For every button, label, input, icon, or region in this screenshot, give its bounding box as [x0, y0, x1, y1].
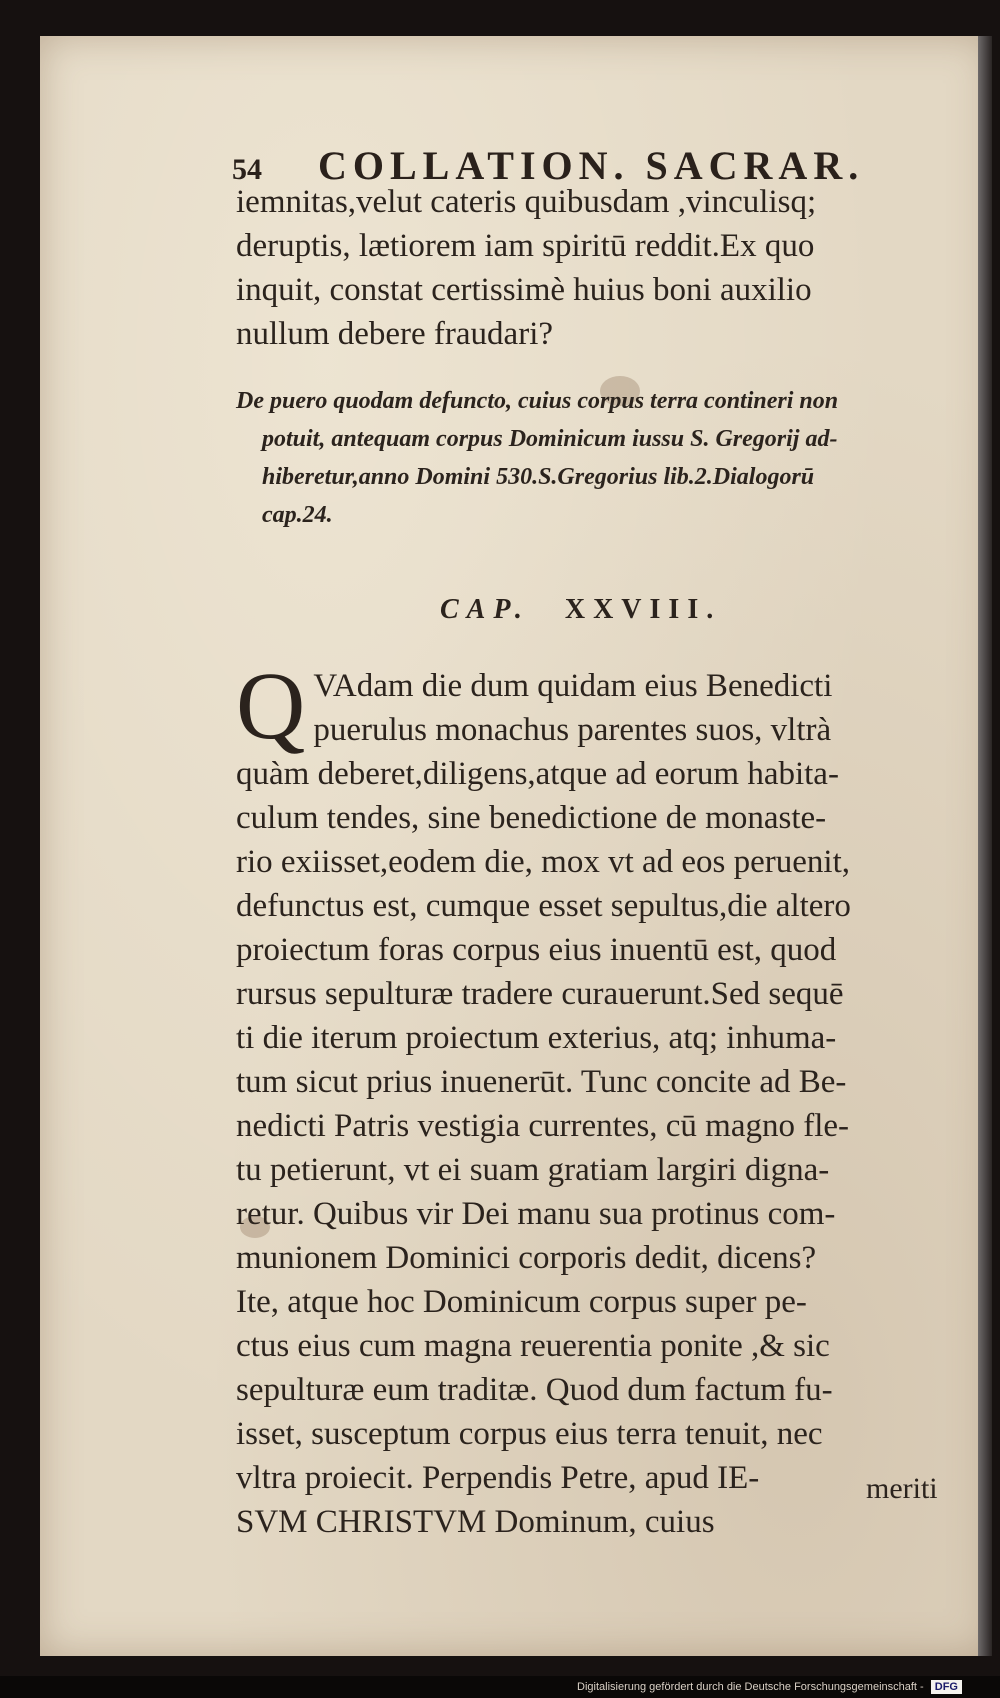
chapter-number: XXVIII. [564, 594, 722, 625]
text-line: defunctus est, cumque esset sepultus,die altero [236, 888, 851, 924]
running-title: COLLATION. SACRAR. [318, 143, 865, 188]
digitization-footer [0, 1676, 1000, 1698]
text-line: SVM CHRISTVM Dominum, cuius [236, 1504, 715, 1540]
chapter-summary [236, 382, 966, 534]
page-number: 54 [232, 153, 262, 186]
footer-text: Digitalisierung gefördert durch die Deutsche Forschungsgemeinschaft - [577, 1681, 924, 1693]
text-line: nedicti Patris vestigia currentes, cū magno fle- [236, 1108, 850, 1144]
chapter-label: CAP. [440, 594, 530, 625]
text-line: isset, susceptum corpus eius terra tenuit, nec [236, 1416, 823, 1452]
text-line: rursus sepulturæ tradere curauerunt.Sed sequē [236, 976, 844, 1012]
text-line: nullum debere fraudari? [236, 316, 554, 352]
text-line: ti die iterum proiectum exterius, atq; inhuma- [236, 1020, 837, 1056]
summary-line: cap.24. [262, 502, 333, 528]
text-line: deruptis, lætiorem iam spiritū reddit.Ex quo [236, 228, 815, 264]
summary-line: De puero quodam defuncto, cuius corpus terra contineri non [236, 388, 839, 414]
text-line: vltra proiecit. Perpendis Petre, apud IE- [236, 1460, 760, 1496]
text-line: puerulus monachus parentes suos, vltrà [313, 712, 832, 748]
intro-paragraph [236, 180, 976, 356]
text-line: Ite, atque hoc Dominicum corpus super pe- [236, 1284, 807, 1320]
main-paragraph [236, 652, 976, 1544]
text-line: rio exiisset,eodem die, mox vt ad eos peruenit, [236, 844, 851, 880]
dfg-logo: DFG [931, 1680, 962, 1694]
drop-cap: Q [236, 652, 306, 759]
text-line: tum sicut prius inuenerūt. Tunc concite ad Be- [236, 1064, 847, 1100]
chapter-heading [440, 594, 721, 626]
summary-line: hiberetur,anno Domini 530.S.Gregorius lib.2.Dialogorū [262, 464, 815, 490]
text-line: ctus eius cum magna reuerentia ponite ,& sic [236, 1328, 830, 1364]
text-line: quàm deberet,diligens,atque ad eorum habita- [236, 756, 839, 792]
text-line: culum tendes, sine benedictione de monaste- [236, 800, 827, 836]
text-line: tu petierunt, vt ei suam gratiam largiri digna- [236, 1152, 830, 1188]
text-line: proiectum foras corpus eius inuentū est, quod [236, 932, 837, 968]
page-edge [978, 36, 992, 1656]
catchword: meriti [866, 1472, 938, 1505]
text-line: sepulturæ eum traditæ. Quod dum factum fu- [236, 1372, 833, 1408]
text-line: inquit, constat certissimè huius boni auxilio [236, 272, 812, 308]
summary-line: potuit, antequam corpus Dominicum iussu S. Gregorij ad- [262, 426, 838, 452]
text-line: VAdam die dum quidam eius Benedicti [313, 668, 833, 704]
text-line: retur. Quibus vir Dei manu sua protinus com- [236, 1196, 836, 1232]
text-line: iemnitas,velut cateris quibusdam ,vinculisq; [236, 184, 817, 220]
text-line: munionem Dominici corporis dedit, dicens? [236, 1240, 817, 1276]
